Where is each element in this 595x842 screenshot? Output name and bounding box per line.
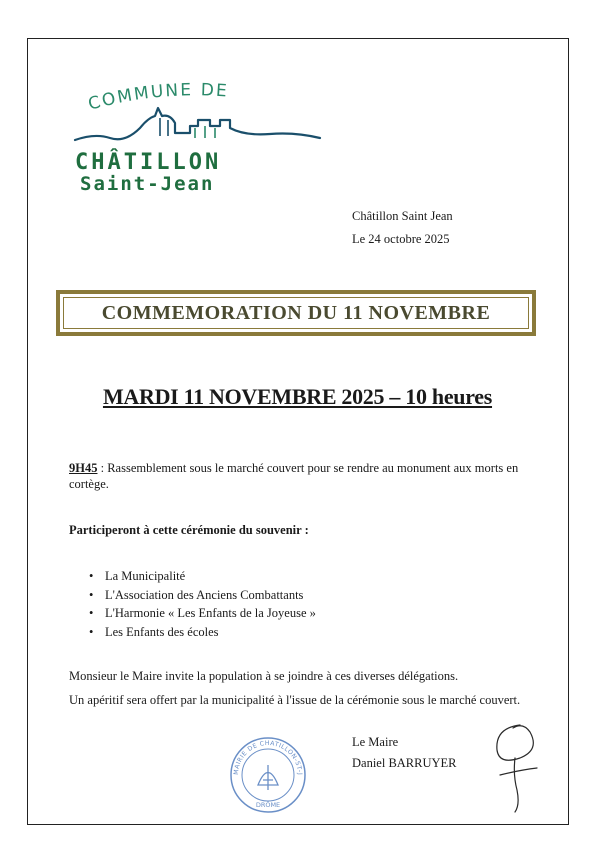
signature-block: [352, 732, 457, 774]
stamp-text: MAIRIE DE CHATILLON-ST-J: [232, 739, 304, 776]
gathering-paragraph: [69, 460, 529, 492]
gathering-text: : Rassemblement sous le marché couvert pour se rendre au monument aux morts en cortège.: [69, 461, 519, 491]
place-text: Châtillon Saint Jean: [352, 209, 453, 223]
mairie-stamp: [228, 735, 308, 815]
page-title: COMMEMORATION DU 11 NOVEMBRE: [63, 297, 529, 329]
signature-role: Le Maire: [352, 735, 399, 749]
list-item: • La Municipalité: [89, 567, 316, 586]
list-item: • L'Harmonie « Les Enfants de la Joyeuse »: [89, 604, 316, 623]
signature-name: Daniel BARRUYER: [352, 756, 457, 770]
logo-top-text: COMMUNE DE: [86, 80, 230, 115]
list-item: • L'Association des Anciens Combattants: [89, 586, 316, 605]
svg-text:MAIRIE DE CHATILLON-ST-JEAN: [228, 735, 303, 775]
logo-commune-name: CHÂTILLON: [75, 150, 222, 175]
invitation-paragraph: Monsieur le Maire invite la population à se joindre à ces diverses délégations.: [69, 669, 459, 683]
aperitif-paragraph: Un apéritif sera offert par la municipalité à l'issue de la cérémonie sous le marché couvert.: [69, 693, 521, 707]
list-item: • Les Enfants des écoles: [89, 623, 316, 642]
title-frame: [56, 290, 536, 336]
participants-list: [89, 567, 316, 641]
place-date-block: [352, 205, 453, 251]
commune-logo: [70, 78, 330, 198]
logo-commune-subname: Saint-Jean: [80, 173, 215, 195]
gathering-time: 9H45: [69, 461, 98, 475]
stamp-sub-text: DRÔME: [255, 801, 281, 809]
event-date-heading: MARDI 11 NOVEMBRE 2025 – 10 heures: [102, 384, 493, 409]
handwritten-signature: [475, 720, 545, 815]
participants-heading: Participeront à cette cérémonie du souvenir :: [69, 523, 309, 537]
date-text: Le 24 octobre 2025: [352, 232, 450, 246]
